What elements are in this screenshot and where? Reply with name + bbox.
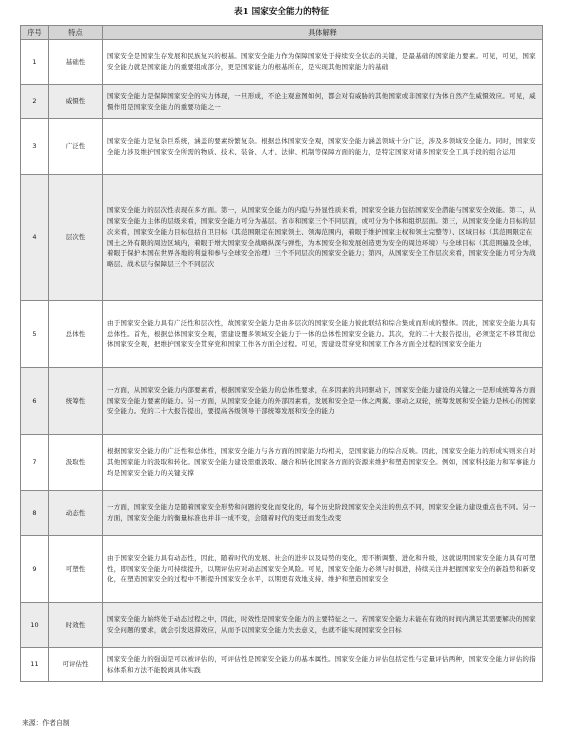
table-row xyxy=(21,603,543,648)
row-feature: 汲取性 xyxy=(49,435,103,491)
row-desc: 一方面，国家安全能力是随着国家安全形势和问题的变化而变化的，每个历史阶段国家安全关注的焦点不同，国家安全能力建设重点也不同。另一方面，国家安全能力的衡量标准也并非一成不变，会随着时代的变迁而发生改变 xyxy=(103,491,543,536)
row-no: 5 xyxy=(21,301,49,368)
row-no: 1 xyxy=(21,40,49,85)
row-feature: 统筹性 xyxy=(49,368,103,435)
row-no: 11 xyxy=(21,648,49,682)
row-feature: 时效性 xyxy=(49,603,103,648)
table-row xyxy=(21,85,543,119)
table-row xyxy=(21,435,543,491)
row-feature: 可评估性 xyxy=(49,648,103,682)
header-feature: 特点 xyxy=(49,26,103,40)
row-no: 9 xyxy=(21,536,49,603)
row-desc: 国家安全能力的层次性表现在多方面。第一，从国家安全能力的内隐与外显性质来看，国家安全能力包括国家安全潜能与国家安全效能。第二，从国家安全能力主体的层级来看，国家安全能力可分为基层、省市和国家三个不同层面，或可分为个体和组织层面。第三，从国家安全能力目标的层次来看，国家安全能力目标包括自卫目标（其范围限定在国家领土、领海范围内，着眼于维护国家主权和领土完整等）、区域目标（其范围限定在国土之外有限的周边区域内，着眼于增大国家安全战略纵深与弹性，为本国安全和发展创造更为安全的周边环境）与全球目标（其范围遍及全球，着眼于保护本国在世界各地的利益和参与全球安全治理）三个不同层次的国家安全能力；第四，从国家安全工作层次来看，国家安全能力可分为战略层、战术层与保障层三个不同层次 xyxy=(103,175,543,301)
row-desc: 国家安全能力是保障国家安全的实力体现，一旦形成，不论主观意图如何，都会对有威胁的其他国家或非国家行为体自然产生威慑效应。可见，威慑作用是国家安全能力的重要功能之一 xyxy=(103,85,543,119)
source-note: 来源：作者自制 xyxy=(22,719,70,727)
header-desc: 具体解释 xyxy=(103,26,543,40)
table-row xyxy=(21,119,543,175)
row-desc: 国家安全是国家生存发展和民族复兴的根基。国家安全能力作为保障国家处于持续安全状态的关键，是最基础的国家能力要素。可见，可见，国家安全能力就是国家能力的重要组成部分，更是国家能力的根基所在，是实现其他国家能力的基础 xyxy=(103,40,543,85)
table-row xyxy=(21,40,543,85)
row-feature: 基础性 xyxy=(49,40,103,85)
features-table xyxy=(20,25,543,682)
row-no: 7 xyxy=(21,435,49,491)
table-row xyxy=(21,536,543,603)
row-desc: 国家安全能力的强弱是可以被评估的，可评估性是国家安全能力的基本属性。国家安全能力评估包括定性与定量评估两种，国家安全能力评估的指标体系和方法不能脱离具体实践 xyxy=(103,648,543,682)
row-feature: 广泛性 xyxy=(49,119,103,175)
row-feature: 威慑性 xyxy=(49,85,103,119)
row-desc: 国家安全能力始终处于动态过程之中，因此，时效性是国家安全能力的主要特征之一。若国家安全能力未能在有效的时间内满足其需要解决的国家安全问题的要求，就会引发迟滞效应，从而予以国家安全能力失去意义，也就不能实现国家安全目标 xyxy=(103,603,543,648)
row-feature: 可塑性 xyxy=(49,536,103,603)
row-feature: 总体性 xyxy=(49,301,103,368)
row-no: 10 xyxy=(21,603,49,648)
table-title: 表1 国家安全能力的特征 xyxy=(234,7,329,17)
table-row xyxy=(21,491,543,536)
header-no: 序号 xyxy=(21,26,49,40)
row-no: 4 xyxy=(21,175,49,301)
table-row xyxy=(21,175,543,301)
table-row xyxy=(21,648,543,682)
row-no: 2 xyxy=(21,85,49,119)
row-desc: 一方面，从国家安全能力内部要素看，根据国家安全能力的总体性要求，在多因素的共同驱动下，国家安全能力建设的关键之一是形成统筹各方面国家安全能力要素的能力。另一方面，从国家安全能力的外部因素看，发展和安全是一体之两翼、驱动之双轮，统筹发展和安全能力是核心的国家安全能力。党的二十大报告提出，要提高各级领导干部统筹发展和安全的能力 xyxy=(103,368,543,435)
row-no: 3 xyxy=(21,119,49,175)
table-row xyxy=(21,368,543,435)
row-desc: 由于国家安全能力具有广泛性和层次性，故国家安全能力是由多层次的国家安全能力彼此联结和综合集成而形成的整体。因此，国家安全能力具有总体性。首先，根据总体国家安全观，需建设覆多领域安全能力于一体的总体性国家安全能力。其次，党的二十大报告提出，必须坚定不移贯彻总体国家安全观，把维护国家安全贯穿党和国家工作各方面全过程。可见，需建设贯穿党和国家工作各方面全过程的国家安全能力 xyxy=(103,301,543,368)
row-desc: 由于国家安全能力具有动态性，因此，随着时代的发展、社会的进步以及局势的变化，需不断调整、进化和升级，这就说明国家安全能力具有可塑性，即国家安全能力可持续提升，以期评估应对动态国家安全风险。可见，国家安全能力必须与时俱进，持续关注并把握国家安全的新趋势和新变化，在塑造国家安全的过程中不断提升国家安全水平，以期更有效地支持、维护和塑造国家安全 xyxy=(103,536,543,603)
table-row xyxy=(21,301,543,368)
row-feature: 动态性 xyxy=(49,491,103,536)
row-no: 8 xyxy=(21,491,49,536)
row-feature: 层次性 xyxy=(49,175,103,301)
row-no: 6 xyxy=(21,368,49,435)
table-header-row xyxy=(21,26,543,40)
row-desc: 根据国家安全能力的广泛性和总体性，国家安全能力与各方面的国家能力均相关，是国家能力的综合反映。因此，国家安全能力的形成实则来自对其他国家能力的汲取和转化。国家安全能力建设需重汲取、融合和转化国家各方面的资源来维护和塑造国家安全。例如，国家科技能力和军事能力均是国家安全能力的关键支撑 xyxy=(103,435,543,491)
row-desc: 国家安全能力是复杂巨系统，涵盖的要素纷繁复杂。根据总体国家安全观，国家安全能力涵盖领域十分广泛，涉及多领域安全能力。同时，国家安全能力涉及维护国家安全所需的物质、技术、装备、人才、法律、机制等保障方面的能力，是特定国家对诸多国家安全工具手段的组合运用 xyxy=(103,119,543,175)
